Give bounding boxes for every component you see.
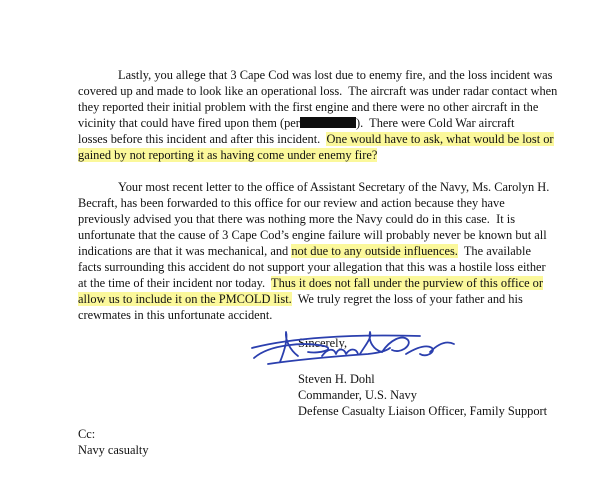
paragraph-2-line-2: Becraft, has been forwarded to this office for our review and action because they have — [78, 196, 505, 210]
paragraph-2-line-9: crewmates in this unfortunate accident. — [78, 308, 273, 322]
signer-name: Steven H. Dohl — [298, 372, 375, 386]
highlighted-text: not due to any outside influences. — [291, 244, 458, 258]
highlighted-text: Thus it does not fall under the purview of this office or — [271, 276, 544, 290]
paragraph-1-line-3: they reported their initial problem with the first engine and there were no other aircraft in the — [78, 100, 539, 114]
paragraph-1-line-6 — [78, 147, 377, 163]
redaction-box — [300, 117, 356, 128]
paragraph-1-line-1: Lastly, you allege that 3 Cape Cod was lost due to enemy fire, and the loss incident was — [118, 68, 553, 82]
paragraph-2-line-7: at the time of their incident nor today. Thus it does not fall under the purview of this office or — [78, 276, 544, 290]
highlighted-text: gained by not reporting it as having come under enemy fire? — [78, 148, 378, 162]
handwritten-signature — [250, 318, 460, 374]
paragraph-2-line-8: allow us to include it on the PMCOLD list. We truly regret the loss of your father and his — [78, 292, 523, 306]
paragraph-1-line-5: losses before this incident and after this incident. One would have to ask, what would be lost or — [78, 132, 554, 146]
cc-recipient: Navy casualty — [78, 443, 149, 457]
signer-rank: Commander, U.S. Navy — [298, 388, 417, 402]
signer-title: Defense Casualty Liaison Officer, Family Support — [298, 404, 548, 418]
highlighted-text: One would have to ask, what would be lost or — [326, 132, 554, 146]
paragraph-2-line-3: previously advised you that there was nothing more the Navy could do in this case. It is — [78, 212, 516, 226]
paragraph-2-line-6: facts surrounding this accident do not support your allegation that this was a hostile loss either — [78, 260, 546, 274]
salutation: Sincerely, — [298, 336, 348, 350]
paragraph-2-line-4: unfortunate that the cause of 3 Cape Cod’s engine failure will probably never be known but all — [78, 228, 547, 242]
paragraph-1-line-4: vicinity that could have fired upon them (per ). There were Cold War aircraft — [78, 116, 515, 130]
cc-label: Cc: — [78, 427, 96, 441]
paragraph-2-line-1: Your most recent letter to the office of Assistant Secretary of the Navy, Ms. Carolyn H. — [118, 180, 550, 194]
paragraph-2-line-5: indications are that it was mechanical, and not due to any outside influences. The available — [78, 244, 531, 258]
paragraph-1-line-2: covered up and made to look like an operational loss. The aircraft was under radar contact when — [78, 84, 558, 98]
highlighted-text: allow us to include it on the PMCOLD list. — [78, 292, 292, 306]
